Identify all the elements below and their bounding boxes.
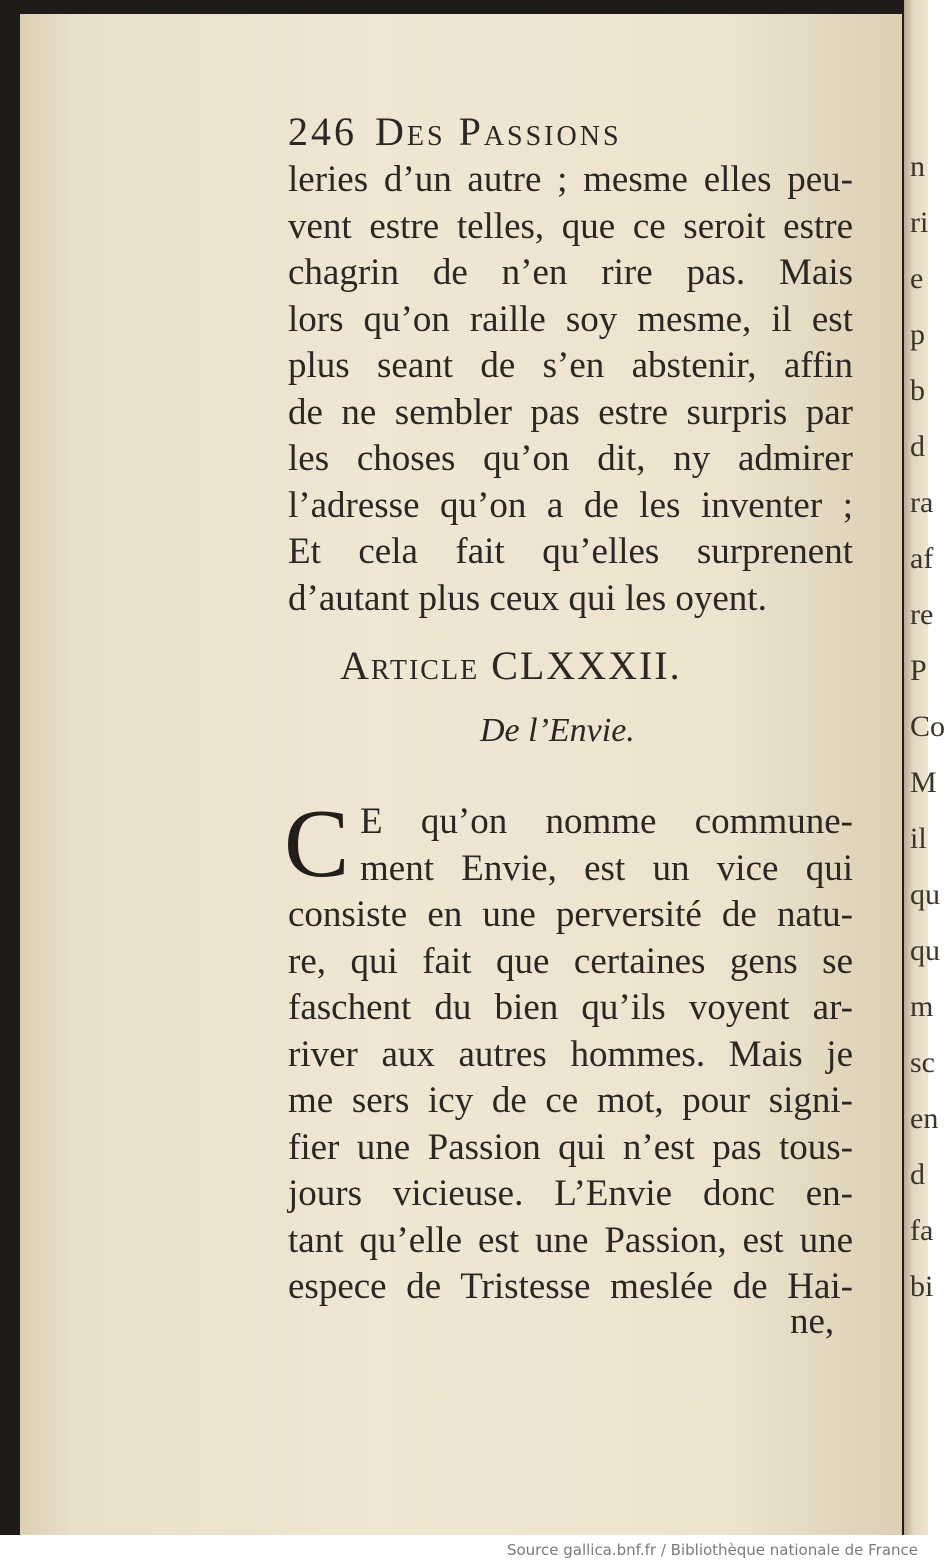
catchword: ne, bbox=[790, 1301, 835, 1342]
text-line: leries d’un autre ; mesme elles peu- bbox=[288, 159, 853, 200]
facing-text-fragment: ra bbox=[910, 486, 934, 519]
facing-text-fragment: sc bbox=[910, 1046, 935, 1079]
article-heading: Article CLXXXII. bbox=[340, 643, 682, 688]
text-line: de ne sembler pas estre surpris par bbox=[288, 391, 853, 433]
text-line: Et cela fait qu’elles surprenent bbox=[288, 531, 853, 572]
facing-text-fragment: qu bbox=[910, 934, 940, 967]
text-line: plus seant de s’en abstenir, affin bbox=[288, 345, 853, 386]
source-credit: Source gallica.bnf.fr / Bibliothèque nationale de France bbox=[506, 1541, 918, 1559]
facing-text-fragment: bi bbox=[910, 1270, 934, 1303]
text-line: re, qui fait que certaines gens se bbox=[288, 940, 853, 982]
facing-text-fragment: ri bbox=[910, 206, 929, 239]
facing-page-edge bbox=[904, 0, 945, 1535]
text-line: ment Envie, est un vice qui bbox=[360, 847, 853, 889]
facing-text-fragment: Co bbox=[910, 710, 945, 743]
facing-text-fragment: d bbox=[910, 1158, 925, 1191]
text-line: jours vicieuse. L’Envie donc en- bbox=[288, 1173, 853, 1214]
running-title: Des Passions bbox=[375, 109, 622, 154]
text-line: espece de Tristesse meslée de Hai- bbox=[288, 1266, 853, 1307]
text-line: faschent du bien qu’ils voyent ar- bbox=[288, 987, 853, 1028]
facing-text-fragment: il bbox=[910, 822, 927, 855]
facing-text-fragment: b bbox=[910, 374, 925, 407]
text-line: d’autant plus ceux qui les oyent. bbox=[288, 577, 767, 619]
facing-text-fragment: af bbox=[910, 542, 934, 575]
facing-text-fragment: m bbox=[910, 990, 934, 1023]
facing-text-fragment: M bbox=[910, 766, 937, 799]
facing-text-fragment: fa bbox=[910, 1214, 934, 1247]
text-line: E qu’on nomme commune- bbox=[360, 801, 853, 842]
facing-text-fragment: d bbox=[910, 430, 925, 463]
text-line: chagrin de n’en rire pas. Mais bbox=[288, 252, 853, 293]
facing-text-fragment: en bbox=[910, 1102, 939, 1135]
text-line: consiste en une perversité de natu- bbox=[288, 894, 853, 935]
running-head bbox=[288, 108, 622, 155]
facing-text-fragment: re bbox=[910, 598, 934, 631]
text-line: l’adresse qu’on a de les inventer ; bbox=[288, 484, 853, 526]
text-line: fier une Passion qui n’est pas tous- bbox=[288, 1126, 853, 1168]
text-line: vent estre telles, que ce seroit estre bbox=[288, 205, 853, 247]
facing-text-fragment: p bbox=[910, 318, 925, 351]
facing-text-fragment: qu bbox=[910, 878, 940, 911]
drop-cap: C bbox=[284, 790, 350, 898]
facing-text-fragment: n bbox=[910, 150, 925, 183]
facing-text-fragment: e bbox=[910, 262, 924, 295]
page-number: 246 bbox=[288, 109, 357, 154]
facing-text-fragment: P bbox=[910, 654, 927, 687]
text-line: me sers icy de ce mot, pour signi- bbox=[288, 1080, 853, 1121]
text-line: river aux autres hommes. Mais je bbox=[288, 1033, 853, 1075]
text-line: tant qu’elle est une Passion, est une bbox=[288, 1219, 853, 1261]
text-line: lors qu’on raille soy mesme, il est bbox=[288, 298, 853, 340]
article-subtitle: De l’Envie. bbox=[480, 712, 635, 749]
text-line: les choses qu’on dit, ny admirer bbox=[288, 438, 853, 479]
